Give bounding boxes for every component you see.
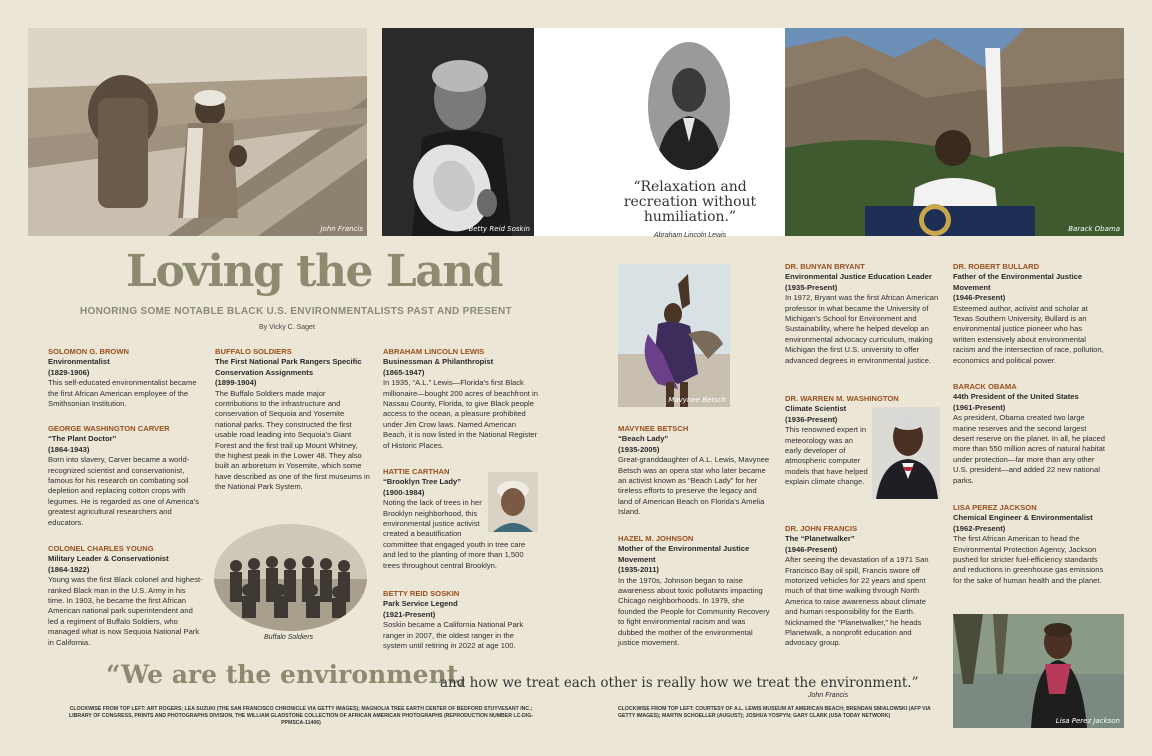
- entry-dates: (1962-Present): [953, 523, 1006, 533]
- mavynee-betsch-photo: [618, 264, 730, 407]
- entry-name: COLONEL CHARLES YOUNG: [48, 544, 154, 553]
- photo-credit-lisa-perez-jackson: Lisa Perez Jackson: [1055, 717, 1120, 725]
- page-title: Loving the Land: [126, 246, 502, 297]
- entry-text: Esteemed author, activist and scholar at Texas Southern University, Bullard is an environmental justice pioneer who has written extensively about environmental racism and the intersection of race, pollution, economics and political power.: [953, 303, 1104, 365]
- bottom-quote-attribution: John Francis: [808, 692, 849, 699]
- entry-text: The Buffalo Soldiers made major contributions to the infrastructure and conservation of Sequoia and Yosemite national parks. They constructed the first usable road leading into Sequoia’s Giant Forest and the first trail up Mount Whitney, the highest peak in the Lower 48. They also built an arboretum in Yosemite, which some have described as one of the first museums in the National Park System.: [215, 388, 370, 492]
- entry-text: Soskin became a California National Park ranger in 2007, the oldest ranger in the system until retiring in 2022 at age 100.: [383, 620, 524, 651]
- entry-george-washington-carver: [48, 424, 200, 528]
- entry-dates: (1829-1906): [48, 367, 90, 377]
- photo-credit-betty-reid-soskin: Betty Reid Soskin: [468, 225, 530, 233]
- entry-role: “Beach Lady”: [618, 434, 669, 444]
- john-francis-photo: [28, 28, 367, 236]
- entry-dates: (1900-1984): [383, 487, 425, 497]
- entry-name: SOLOMON G. BROWN: [48, 347, 129, 356]
- entry-role: 44th President of the United States: [953, 392, 1079, 402]
- entry-name: GEORGE WASHINGTON CARVER: [48, 424, 170, 433]
- entry-text: In 1935, “A.L.” Lewis—Florida’s first Black millionaire—bought 200 acres of beachfront in Nassau County, Florida, to give Black people access to the ocean, a pleasure prohibited under Jim Crow laws. Named American Beach, it is now listed in the National Register of Historic Places.: [383, 378, 538, 450]
- entry-dates: (1899-1904): [215, 378, 257, 388]
- barack-obama-photo: [785, 28, 1124, 236]
- entry-dates: (1946-Present): [953, 293, 1006, 303]
- entry-john-francis: [785, 524, 940, 649]
- entry-role: “Brooklyn Tree Lady”: [383, 477, 462, 487]
- photo-credit-mavynee-betsch: Mavynee Betsch: [668, 396, 726, 404]
- entry-text: In the 1970s, Johnson began to raise awareness about toxic pollutants impacting Chicago neighborhoods. In 1979, she founded the People for Community Recovery to fight environmental racism and was dubbed the mother of the environmental justice movement.: [618, 575, 770, 648]
- entry-text: In 1972, Bryant was the first African American professor in what became the University of Michigan’s School for Environment and Sustainability, where he helped develop an environmental advocacy curriculum, making Michigan the first U.S. university to offer advanced degrees in environmental justice.: [785, 293, 939, 365]
- lisa-perez-jackson-photo: [953, 614, 1124, 728]
- abraham-lincoln-lewis-portrait: [648, 42, 730, 170]
- entry-text: Born into slavery, Carver became a world-recognized scientist and conservationist, famous for his research on combating soil depletion and replacing cotton crops with legumes. He is regarded as one of America’s greatest agricultural researchers and educators.: [48, 455, 199, 527]
- entry-name: ABRAHAM LINCOLN LEWIS: [383, 347, 485, 356]
- entry-name: DR. BUNYAN BRYANT: [785, 262, 865, 271]
- page-subtitle: HONORING SOME NOTABLE BLACK U.S. ENVIRONMENTALISTS PAST AND PRESENT: [80, 306, 512, 317]
- entry-betty-reid-soskin: [383, 589, 538, 651]
- entry-lisa-perez-jackson: [953, 503, 1105, 586]
- entry-role: Businessman & Philanthropist: [383, 357, 494, 367]
- entry-text: As president, Obama created two large marine reserves and the second largest desert reserve on the planet. In all, he placed more than 550 million acres of natural habitat under protection—far more than any other U.S. president—and added 22 new national parks.: [953, 413, 1105, 485]
- entry-text: [785, 425, 940, 487]
- photo-credits-left: CLOCKWISE FROM TOP LEFT: ART ROGERS; LEA SUZUKI (THE SAN FRANCISCO CHRONICLE VIA GETTY IMAGES); MAGNOLIA TREE EARTH CENTER OF BEDFORD STUYVESANT INC.; LIBRARY OF CONGRESS, PRINTS AND PHOTOGRAPHS DIVISION, THE WILLIAM GLADSTONE COLLECTION OF AFRICAN AMERICAN PHOTOGRAPHS (REPRODUCTION NUMBER LC-DIG-PPMSCA-11406): [69, 706, 533, 726]
- bottom-quote-rest: and how we treat each other is really how we treat the environment.”: [440, 675, 919, 691]
- entry-abraham-lincoln-lewis: [383, 347, 538, 451]
- entry-name: BARACK OBAMA: [953, 382, 1017, 391]
- entry-text: After seeing the devastation of a 1971 San Francisco Bay oil spill, Francis swore off motorized vehicles for 22 years and spent much of that time walking through North America to raise awareness about climate and human responsibility for the Earth. Nicknamed the “Planetwalker,” he heads Planetwalk, a nonprofit education and advocacy group.: [785, 555, 929, 648]
- entry-dates: (1864-1943): [48, 444, 90, 454]
- entry-dates: (1936-Present): [785, 414, 838, 424]
- entry-dates: (1921-Present): [383, 609, 436, 619]
- top-quote-attribution: Abraham Lincoln Lewis: [653, 232, 727, 239]
- entry-name: HAZEL M. JOHNSON: [618, 534, 694, 543]
- bottom-quote-lead: “We are the environment,: [106, 660, 467, 689]
- entry-role: Military Leader & Conservationist: [48, 554, 169, 564]
- entry-role: The First National Park Rangers Specific Conservation Assignments: [215, 357, 362, 377]
- entry-role: Father of the Environmental Justice Movement: [953, 272, 1083, 292]
- entry-text: The first African American to head the Environmental Protection Agency, Jackson pushed for stricter fuel-efficiency standards and reductions in greenhouse gas emissions for the sake of human health and the planet.: [953, 534, 1104, 585]
- entry-text-content: This renowned expert in meteorology was an early developer of atmospheric computer models that have helped explain climate change.: [785, 425, 868, 487]
- entry-text: This self-educated environmentalist became the first African American employee of the Smithsonian Institution.: [48, 378, 197, 409]
- entry-name: BUFFALO SOLDIERS: [215, 347, 292, 356]
- photo-credits-right: CLOCKWISE FROM TOP LEFT: COURTESY OF A.L. LEWIS MUSEUM AT AMERICAN BEACH; BRENDAN SMIALOWSKI (AFP VIA GETTY IMAGES); MARTIN SCHOELLER (AUGUST); JOSHUA YOSPYN; GARY CLARK (USA TODAY NETWORK): [618, 706, 931, 719]
- entry-mavynee-betsch: [618, 424, 770, 518]
- entry-charles-young: [48, 544, 203, 648]
- entry-name: HATTIE CARTHAN: [383, 467, 450, 476]
- entry-warren-washington: [785, 394, 940, 501]
- entry-robert-bullard: [953, 262, 1105, 366]
- entry-name: DR. WARREN M. WASHINGTON: [785, 394, 899, 403]
- entry-name: MAVYNEE BETSCH: [618, 424, 689, 433]
- entry-role: Environmentalist: [48, 357, 110, 367]
- entry-dates: (1935-Present): [785, 282, 838, 292]
- photo-credit-john-francis: John Francis: [320, 225, 363, 233]
- entry-role: Climate Scientist: [785, 404, 847, 414]
- entry-name: DR. ROBERT BULLARD: [953, 262, 1040, 271]
- entry-hattie-carthan: [383, 467, 538, 571]
- entry-dates: (1935-2011): [618, 565, 659, 575]
- entry-dates: (1946-Present): [785, 544, 838, 554]
- entry-text: Young was the first Black colonel and highest-ranked Black man in the U.S. Army in his time. In 1903, he became the first African American national park superintendent and led a regiment of Buffalo Soldiers, who managed what is now Sequoia National Park in California.: [48, 575, 203, 647]
- betty-reid-soskin-photo: [382, 28, 534, 236]
- photo-credit-buffalo-soldiers: Buffalo Soldiers: [264, 634, 314, 641]
- photo-credit-barack-obama: Barack Obama: [1068, 225, 1120, 233]
- buffalo-soldiers-photo: [214, 524, 367, 631]
- entry-barack-obama: [953, 382, 1105, 486]
- entry-dates: (1864-1922): [48, 564, 90, 574]
- entry-role: Environmental Justice Education Leader: [785, 272, 932, 282]
- entry-name: LISA PEREZ JACKSON: [953, 503, 1037, 512]
- entry-dates: (1961-Present): [953, 402, 1006, 412]
- entry-name: DR. JOHN FRANCIS: [785, 524, 858, 533]
- entry-dates: (1935-2005): [618, 444, 660, 454]
- entry-buffalo-soldiers: [215, 347, 370, 493]
- entry-dates: (1865-1947): [383, 367, 425, 377]
- byline: By Vicky C. Saget: [259, 324, 315, 331]
- entry-text: Great-granddaughter of A.L. Lewis, Mavynee Betsch was an opera star who later became an activist known as “Beach Lady” for her tireless efforts to preserve the legacy and land of American Beach on Florida’s Amelia Island.: [618, 455, 770, 517]
- entry-role: Chemical Engineer & Environmentalist: [953, 513, 1093, 523]
- entry-role: Mother of the Environmental Justice Movement: [618, 544, 750, 564]
- entry-name: BETTY REID SOSKIN: [383, 589, 460, 598]
- washington-photo-float: [872, 407, 940, 499]
- entry-role: Park Service Legend: [383, 599, 458, 609]
- entry-bunyan-bryant: [785, 262, 940, 366]
- entry-hazel-johnson: [618, 534, 770, 648]
- entry-solomon-brown: [48, 347, 208, 409]
- entry-role: The “Planetwalker”: [785, 534, 855, 544]
- entry-text: [383, 498, 538, 571]
- entry-text-content: Noting the lack of trees in her Brooklyn neighborhood, this environmental justice activist created a beautification committee that engaged youth in tree care and led to the planting of more than 1,500 trees throughout central Brooklyn.: [383, 498, 526, 570]
- entry-role: “The Plant Doctor”: [48, 434, 117, 444]
- top-quote: “Relaxation and recreation without humiliation.”: [623, 179, 757, 225]
- hattie-photo-float: [488, 472, 538, 532]
